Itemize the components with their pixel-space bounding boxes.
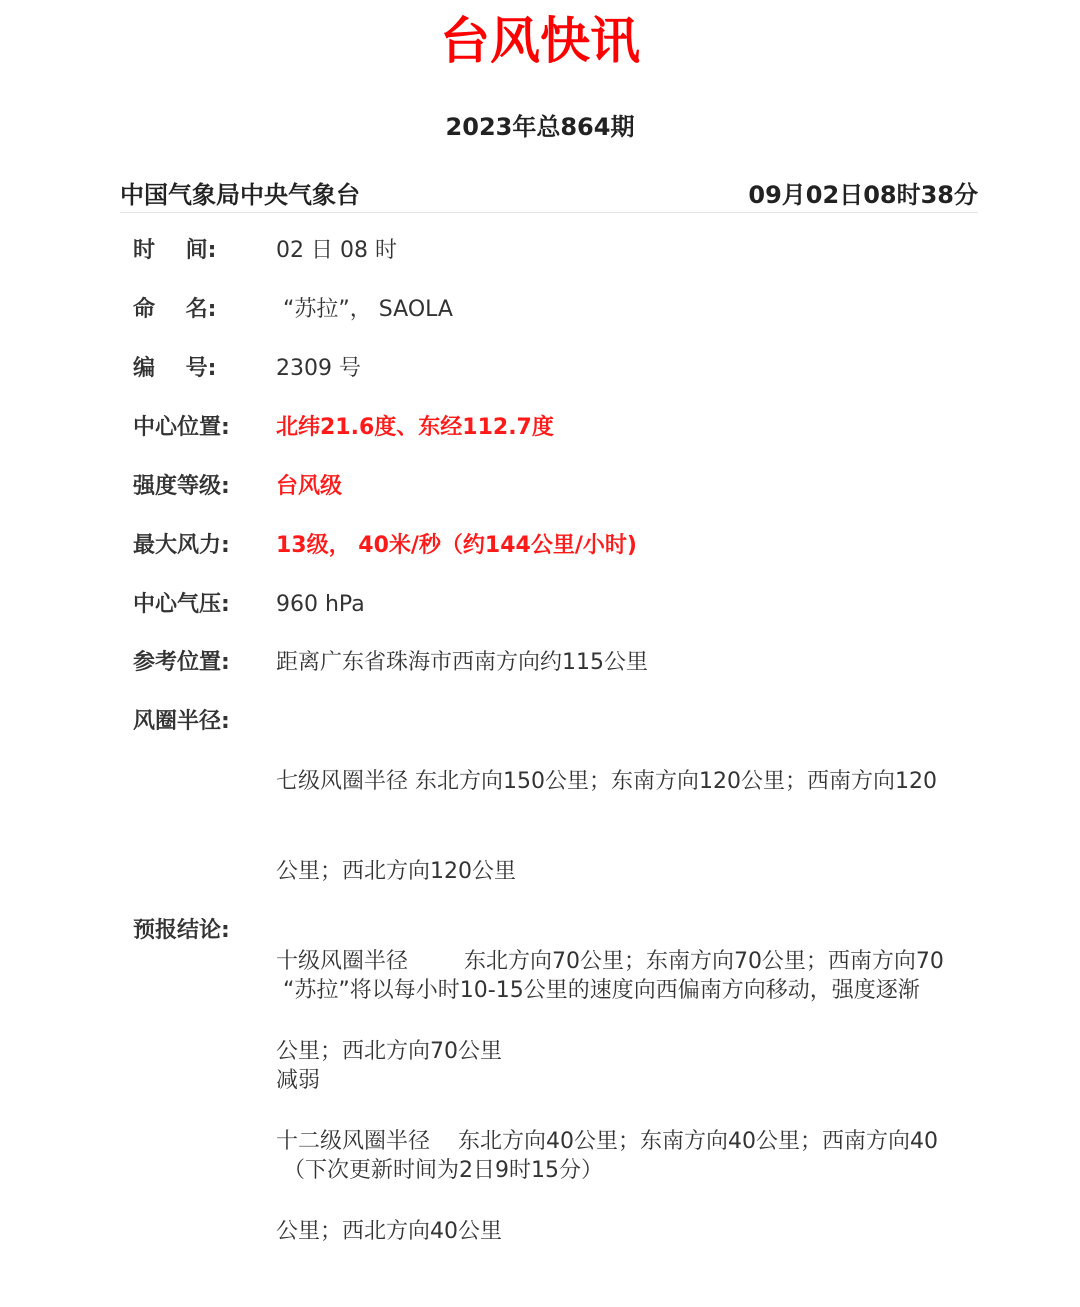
reference-label: 参考位置: (133, 650, 230, 675)
name-value: “苏拉”， SAOLA (276, 297, 453, 322)
forecast-line: （下次更新时间为2日9时15分） (276, 1158, 603, 1183)
forecast-label: 预报结论: (133, 918, 230, 943)
agency-name: 中国气象局中央气象台 (120, 180, 360, 209)
org-bar (120, 172, 978, 213)
intensity-label: 强度等级: (133, 474, 230, 499)
wind-radius-line: 公里；西北方向120公里 (276, 859, 516, 884)
wind-radius-line: 十级风圈半径 东北方向70公里；东南方向70公里；西南方向70 (276, 949, 944, 974)
wind-radius-line: 公里；西北方向70公里 (276, 1039, 502, 1064)
name-label: 命 名: (133, 297, 217, 322)
time-value: 02 日 08 时 (276, 238, 397, 263)
pressure-label: 中心气压: (133, 592, 230, 617)
pressure-value: 960 hPa (276, 592, 365, 617)
number-label: 编 号: (133, 356, 217, 381)
center-position-label: 中心位置: (133, 415, 230, 440)
intensity-value: 台风级 (276, 474, 343, 499)
time-label: 时 间: (133, 238, 217, 263)
forecast-line: 减弱 (276, 1068, 321, 1093)
page-title: 台风快讯 (440, 12, 640, 70)
max-wind-label: 最大风力: (133, 533, 230, 558)
wind-radius-line: 公里；西北方向40公里 (276, 1219, 502, 1244)
wind-radius-label: 风圈半径: (133, 709, 230, 734)
number-value: 2309 号 (276, 356, 361, 381)
publish-datetime: 09月02日08时38分 (748, 180, 978, 209)
wind-radius-line: 七级风圈半径 东北方向150公里；东南方向120公里；西南方向120 (276, 769, 937, 794)
forecast-value (276, 916, 966, 1246)
reference-value: 距离广东省珠海市西南方向约115公里 (276, 650, 648, 675)
wind-radius-line: 十二级风圈半径 东北方向40公里；东南方向40公里；西南方向40 (276, 1129, 938, 1154)
issue-number: 2023年总864期 (445, 113, 635, 141)
center-position-value: 北纬21.6度、东经112.7度 (276, 415, 554, 440)
forecast-line: “苏拉”将以每小时10-15公里的速度向西偏南方向移动，强度逐渐 (276, 978, 920, 1003)
max-wind-value: 13级， 40米/秒（约144公里/小时) (276, 533, 637, 558)
